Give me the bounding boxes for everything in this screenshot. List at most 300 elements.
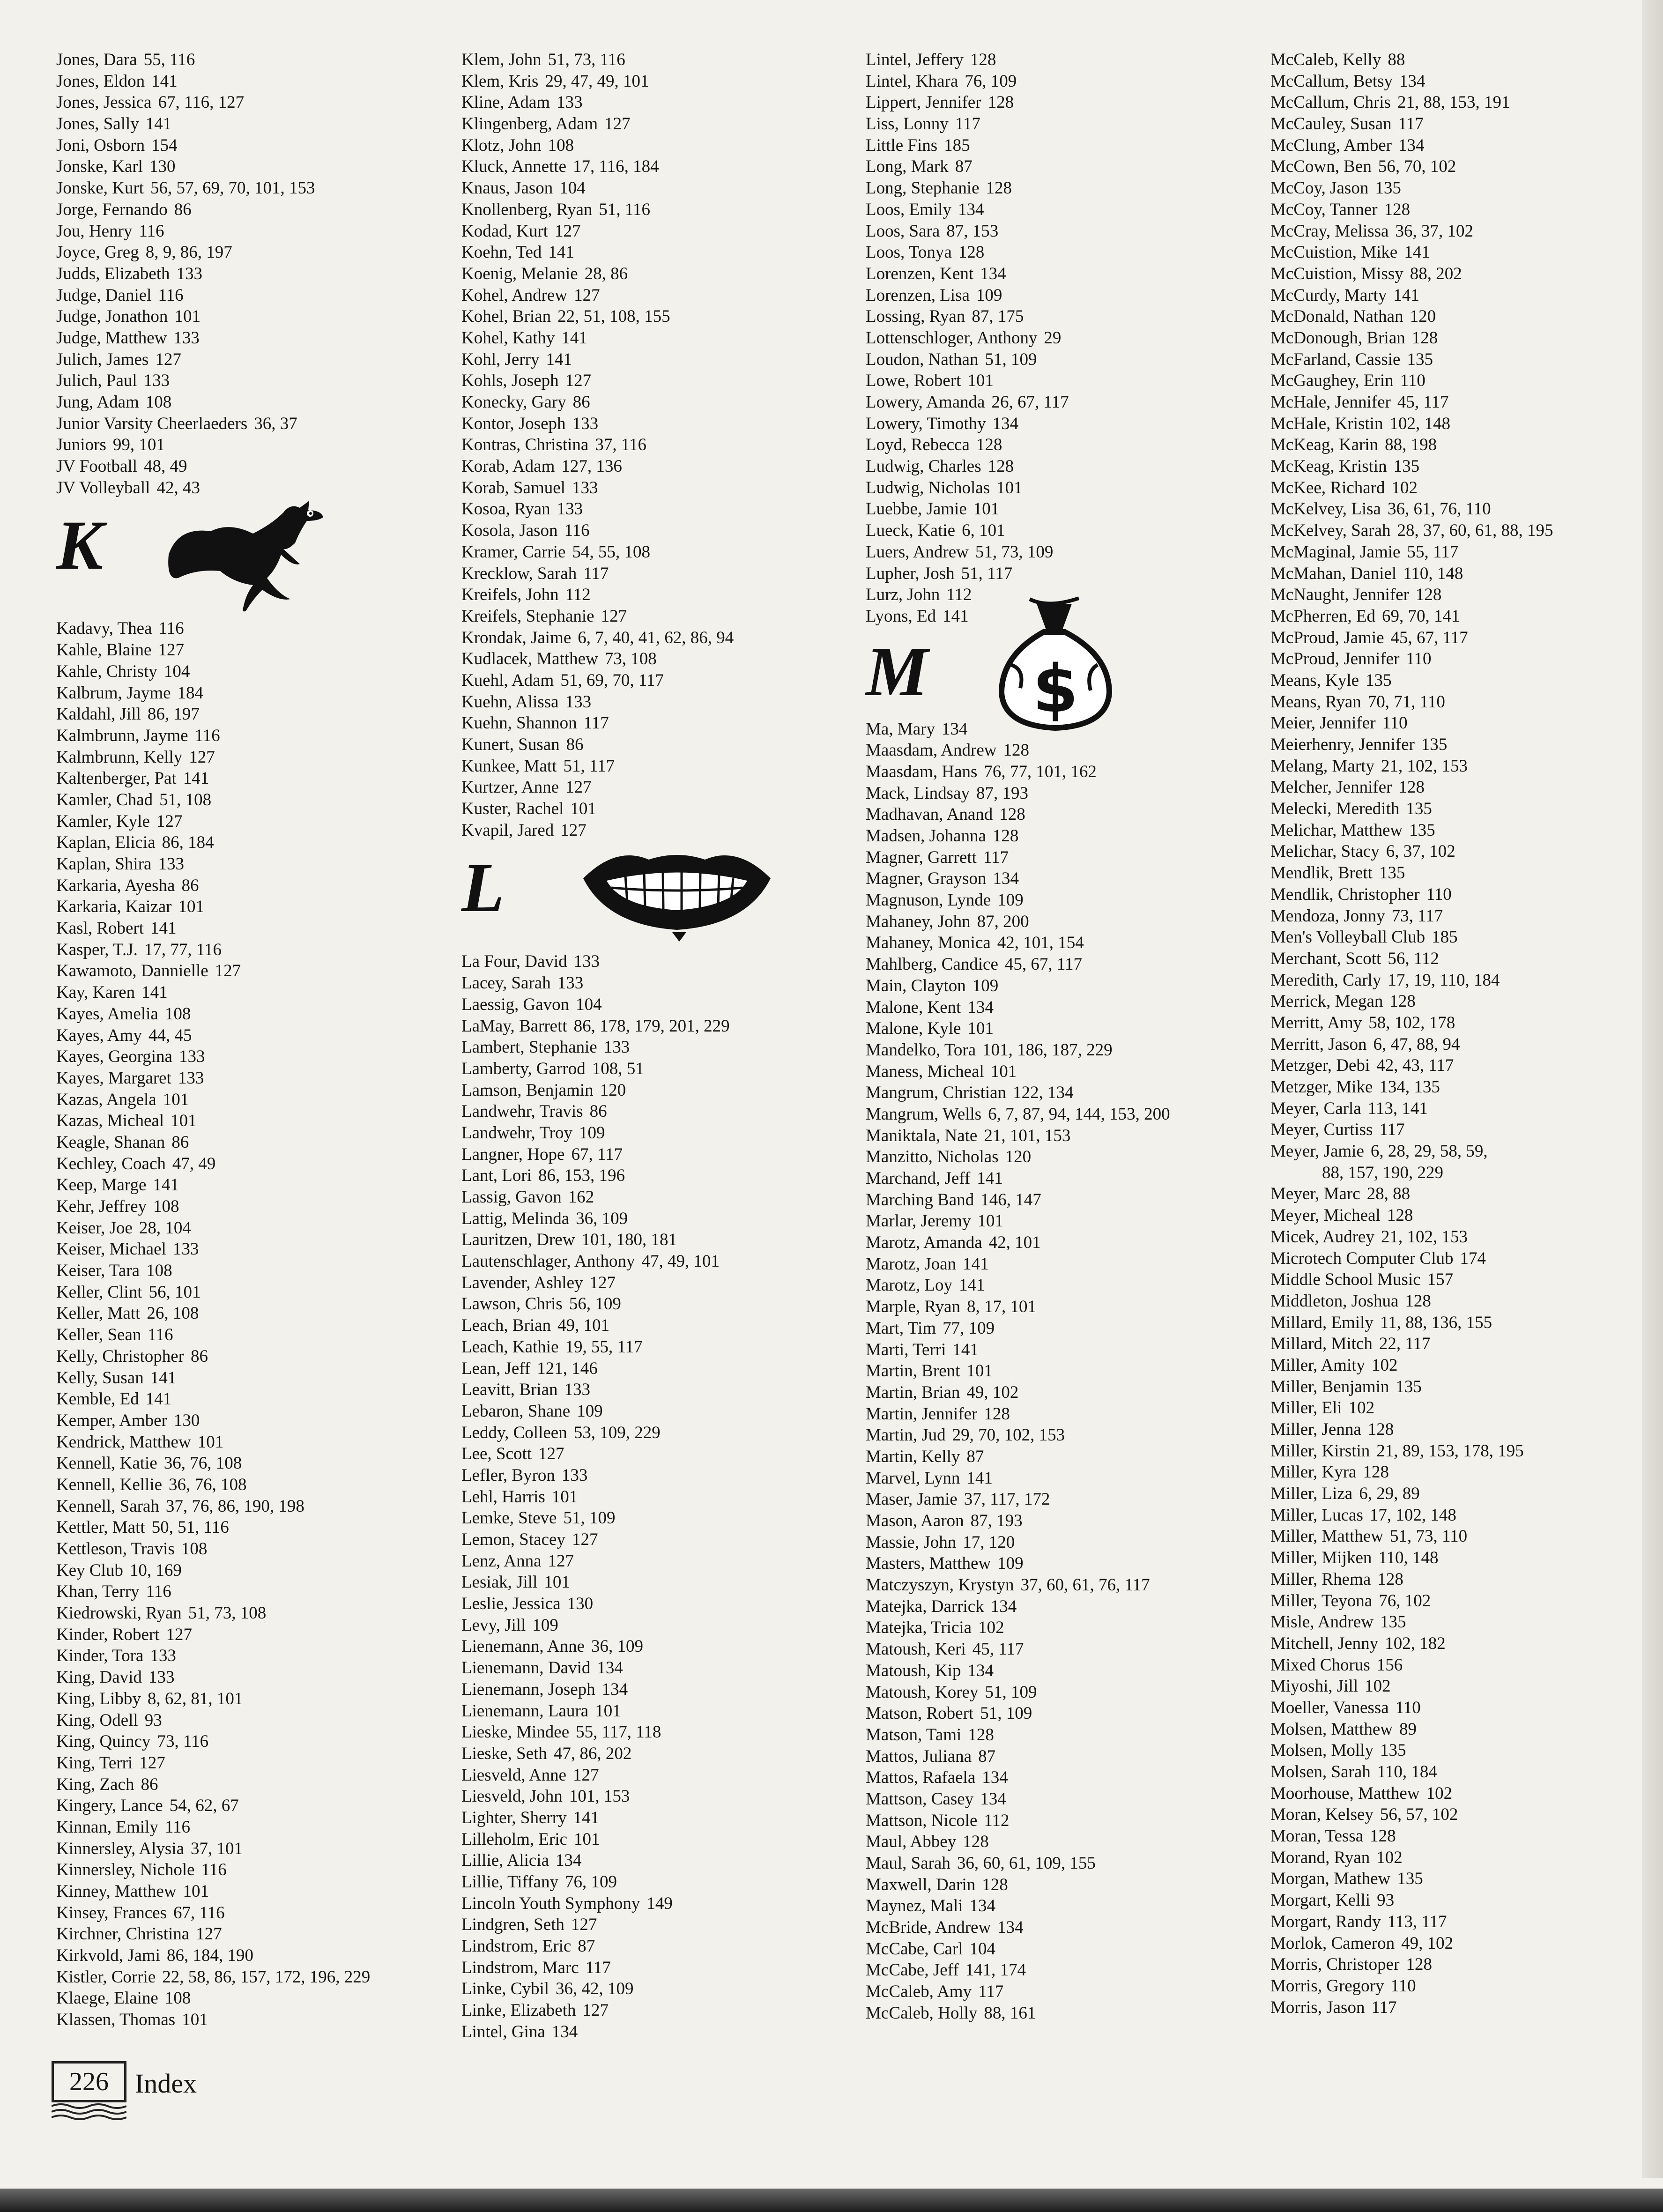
entry-pages: 134, 135 <box>1379 1077 1440 1097</box>
entry-pages: 112 <box>946 585 972 605</box>
entry-pages: 86 <box>181 876 199 895</box>
entry-pages: 133 <box>148 1668 175 1687</box>
index-entry <box>461 477 846 499</box>
entry-name: Marvel, Lynn <box>866 1468 960 1488</box>
entry-pages: 130 <box>149 157 176 177</box>
entry-name: Kawamoto, Dannielle <box>56 961 208 981</box>
entry-pages: 108 <box>164 1989 191 2008</box>
entry-name: Marotz, Amanda <box>866 1233 982 1253</box>
entry-name: McKeag, Kristin <box>1270 457 1387 476</box>
entry-name: Kadavy, Thea <box>56 619 152 638</box>
entry-pages: 127 <box>565 371 592 391</box>
index-entry <box>866 804 1250 825</box>
index-entry <box>56 242 440 263</box>
index-entry <box>56 1688 440 1710</box>
entry-name: JV Football <box>56 457 138 476</box>
entry-name: Means, Kyle <box>1270 670 1359 690</box>
entry-pages: 101 <box>174 307 200 327</box>
index-entry <box>866 1210 1250 1232</box>
entry-name: Mahaney, Monica <box>866 933 991 953</box>
entry-name: Key Club <box>56 1560 123 1580</box>
entry-name: Kreifels, John <box>461 585 559 605</box>
entry-name: Kemper, Amber <box>56 1410 167 1430</box>
index-entry <box>461 1229 846 1251</box>
entry-pages: 45, 67, 117 <box>1390 628 1468 647</box>
entry-name: Magner, Grayson <box>866 869 987 889</box>
index-entry <box>461 1829 846 1850</box>
entry-name: Korab, Adam <box>461 457 555 476</box>
index-entry <box>461 1443 846 1465</box>
entry-name: Miller, Lucas <box>1270 1505 1363 1525</box>
entry-name: McFarland, Cassie <box>1270 349 1401 369</box>
index-entry <box>56 1068 440 1089</box>
entry-pages: 54, 62, 67 <box>169 1796 239 1816</box>
index-entry <box>461 413 846 435</box>
entry-name: Keagle, Shanan <box>56 1132 165 1152</box>
entry-name: Long, Stephanie <box>866 178 980 198</box>
entry-pages: 110, 148 <box>1378 1548 1439 1568</box>
entry-pages: 141 <box>150 1368 177 1388</box>
index-entry <box>866 306 1250 327</box>
entry-name: Lant, Lori <box>461 1166 532 1186</box>
entry-name: Lawson, Chris <box>461 1294 563 1314</box>
entry-name: Marching Band <box>866 1190 974 1210</box>
entry-name: Kelly, Susan <box>56 1368 144 1388</box>
index-entry <box>866 1360 1250 1382</box>
index-entry <box>461 606 846 627</box>
entry-pages: 108, 51 <box>592 1059 644 1078</box>
entry-name: Lupher, Josh <box>866 564 955 583</box>
entry-pages: 128 <box>987 93 1014 112</box>
entry-name: Martin, Jud <box>866 1425 946 1445</box>
entry-pages: 109 <box>997 891 1024 910</box>
entry-pages: 87, 193 <box>976 783 1028 803</box>
entry-pages: 6, 7, 87, 94, 144, 153, 200 <box>988 1104 1170 1124</box>
entry-name: Maser, Jamie <box>866 1490 958 1509</box>
entry-pages: 127 <box>582 2001 609 2020</box>
entry-name: Linke, Elizabeth <box>461 2001 576 2020</box>
entry-name: Morand, Ryan <box>1270 1848 1370 1867</box>
entry-name: Kehr, Jeffrey <box>56 1197 147 1216</box>
entry-name: Moorhouse, Matthew <box>1270 1783 1420 1803</box>
entry-pages: 51, 73, 109 <box>975 542 1054 562</box>
entry-name: Lambert, Stephanie <box>461 1038 597 1057</box>
entry-name: Mahaney, John <box>866 912 971 931</box>
index-entry <box>1270 349 1655 371</box>
index-entry <box>461 1037 846 1058</box>
index-entry <box>56 1774 440 1796</box>
entry-name: Mason, Aaron <box>866 1511 964 1530</box>
index-entry <box>1270 1333 1655 1355</box>
index-entry <box>866 975 1250 997</box>
entry-name: JV Volleyball <box>56 478 150 497</box>
entry-pages: 56, 70, 102 <box>1378 157 1456 177</box>
entry-pages: 141 <box>977 1169 1003 1188</box>
entry-pages: 87 <box>955 157 973 177</box>
entry-pages: 102, 148 <box>1389 414 1450 433</box>
entry-name: Keiser, Tara <box>56 1261 140 1281</box>
entry-pages: 42, 101, 154 <box>997 933 1084 953</box>
entry-name: Jones, Eldon <box>56 71 145 91</box>
entry-pages: 116 <box>158 285 184 305</box>
entry-pages: 6, 7, 40, 41, 62, 86, 94 <box>578 628 734 647</box>
scan-bottom-band <box>0 2189 1663 2212</box>
index-entry <box>56 704 440 725</box>
index-entry <box>56 1967 440 1988</box>
entry-pages: 141 <box>966 1468 993 1488</box>
index-entry <box>866 1425 1250 1446</box>
index-entry <box>56 156 440 178</box>
entry-name: Klotz, John <box>461 135 542 155</box>
entry-pages: 67, 116 <box>173 1903 225 1923</box>
entry-name: Landwehr, Travis <box>461 1102 583 1121</box>
index-entry <box>461 1786 846 1807</box>
entry-pages: 121, 146 <box>537 1358 598 1378</box>
entry-pages: 17, 77, 116 <box>144 940 222 959</box>
index-entry <box>866 1189 1250 1211</box>
entry-pages: 22, 117 <box>1379 1334 1431 1354</box>
entry-pages: 101 <box>967 1019 994 1039</box>
entry-name: Marple, Ryan <box>866 1297 960 1317</box>
entry-name: Lillie, Alicia <box>461 1851 549 1871</box>
entry-name: Kodad, Kurt <box>461 221 548 241</box>
entry-name: Malone, Kyle <box>866 1019 961 1039</box>
entry-pages: 113, 117 <box>1387 1912 1447 1931</box>
index-entry <box>1270 221 1655 242</box>
entry-pages: 51, 108 <box>159 790 212 809</box>
entry-pages: 135 <box>1421 735 1448 754</box>
index-entry <box>866 327 1250 349</box>
entry-name: Kayes, Margaret <box>56 1068 171 1088</box>
entry-pages: 133 <box>565 692 592 712</box>
entry-name: Lillie, Tiffany <box>461 1872 558 1892</box>
index-entry <box>866 932 1250 954</box>
entry-name: Judge, Jonathon <box>56 307 168 327</box>
money-bag-icon <box>992 594 1119 735</box>
index-entry <box>56 768 440 789</box>
entry-pages: 69, 70, 141 <box>1382 606 1460 626</box>
entry-pages: 47, 49, 101 <box>641 1252 720 1271</box>
index-entry <box>461 1615 846 1636</box>
entry-pages: 36, 37 <box>254 414 297 433</box>
entry-name: Kamler, Chad <box>56 790 153 809</box>
entry-name: Lassig, Gavon <box>461 1188 562 1207</box>
entry-pages: 117 <box>1398 114 1424 134</box>
index-entry <box>866 1510 1250 1532</box>
page-number-box <box>52 2061 126 2102</box>
entry-pages: 28, 37, 60, 61, 88, 195 <box>1397 521 1553 541</box>
entry-name: Moeller, Vanessa <box>1270 1698 1389 1717</box>
entry-name: Mattson, Nicole <box>866 1811 978 1830</box>
entry-name: Masters, Matthew <box>866 1554 991 1574</box>
index-entry <box>461 49 846 71</box>
entry-pages: 116 <box>158 619 184 638</box>
index-entry <box>56 896 440 918</box>
index-entry <box>866 242 1250 263</box>
index-entry <box>56 1453 440 1474</box>
entry-name: Junior Varsity Cheerlaeders <box>56 414 248 433</box>
entry-pages: 51, 109 <box>985 1682 1037 1702</box>
index-entry <box>56 1324 440 1346</box>
index-entry <box>56 1859 440 1881</box>
index-entry <box>1270 1740 1655 1761</box>
index-entry <box>866 1446 1250 1468</box>
index-entry <box>1270 1226 1655 1248</box>
entry-name: Marotz, Loy <box>866 1276 952 1295</box>
entry-pages: 88, 157, 190, 229 <box>1322 1163 1443 1182</box>
entry-pages: 101 <box>996 478 1023 497</box>
index-entry <box>461 994 846 1016</box>
index-entry <box>461 520 846 542</box>
index-entry <box>866 1318 1250 1339</box>
entry-pages: 134 <box>969 1896 996 1916</box>
index-entry <box>56 639 440 661</box>
entry-pages: 50, 51, 116 <box>151 1518 229 1537</box>
index-column-1 <box>56 49 440 2031</box>
entry-name: Miller, Amity <box>1270 1355 1366 1375</box>
index-entry <box>56 1346 440 1367</box>
entry-pages: 133 <box>572 478 598 497</box>
entry-name: Lorenzen, Kent <box>866 264 974 283</box>
entry-name: Kahle, Blaine <box>56 640 152 660</box>
entry-pages: 135 <box>1393 457 1420 476</box>
entry-pages: 109 <box>997 1554 1024 1574</box>
index-entry <box>1270 1462 1655 1483</box>
entry-name: McMahan, Daniel <box>1270 564 1397 583</box>
entry-name: Lyons, Ed <box>866 606 936 626</box>
index-entry <box>56 1817 440 1838</box>
index-entry <box>866 1639 1250 1660</box>
entry-name: Keller, Matt <box>56 1304 141 1323</box>
entry-pages: 149 <box>646 1893 673 1913</box>
index-entry <box>866 1082 1250 1104</box>
index-entry <box>1270 477 1655 499</box>
index-entry <box>461 285 846 306</box>
entry-pages: 141 <box>546 349 572 369</box>
entry-name: Ma, Mary <box>866 719 935 739</box>
index-entry <box>56 1795 440 1817</box>
entry-pages: 36, 109 <box>591 1637 644 1656</box>
entry-pages: 37, 76, 86, 190, 198 <box>165 1496 304 1516</box>
entry-pages: 127 <box>156 811 183 831</box>
entry-pages: 36, 76, 108 <box>169 1475 247 1494</box>
index-entry <box>1270 1055 1655 1076</box>
index-entry <box>1270 1248 1655 1269</box>
index-entry <box>56 1303 440 1324</box>
entry-pages: 101 <box>990 1061 1017 1081</box>
entry-pages: 109 <box>577 1401 603 1421</box>
entry-name: Means, Ryan <box>1270 692 1361 712</box>
index-entry <box>461 972 846 994</box>
entry-name: Martin, Brent <box>866 1361 960 1381</box>
letter-section-header <box>56 506 440 618</box>
entry-pages: 135 <box>1380 1741 1406 1760</box>
entry-name: Judge, Matthew <box>56 328 167 348</box>
entry-pages: 86 <box>174 200 192 219</box>
entry-pages: 134 <box>551 2022 578 2041</box>
index-entry <box>461 1144 846 1165</box>
index-entry <box>1270 1826 1655 1847</box>
entry-name: McKelvey, Lisa <box>1270 499 1381 519</box>
index-entry <box>461 1122 846 1144</box>
entry-pages: 101 <box>967 371 994 391</box>
entry-name: Mixed Chorus <box>1270 1655 1370 1675</box>
entry-pages: 56, 101 <box>148 1282 201 1302</box>
index-entry <box>56 1196 440 1217</box>
index-entry <box>866 911 1250 933</box>
index-entry <box>866 1125 1250 1147</box>
entry-pages: 86, 197 <box>147 705 200 724</box>
entry-pages: 88, 202 <box>1410 264 1462 283</box>
entry-name: Lacey, Sarah <box>461 973 551 993</box>
index-entry <box>461 1080 846 1101</box>
entry-name: Krondak, Jaime <box>461 628 572 647</box>
entry-pages: 128 <box>1367 1420 1394 1439</box>
entry-name: Morlok, Cameron <box>1270 1933 1395 1953</box>
index-entry <box>56 1239 440 1260</box>
index-entry <box>1270 1569 1655 1590</box>
entry-name: Koehn, Ted <box>461 243 542 262</box>
entry-name: Miller, Kirstin <box>1270 1441 1370 1461</box>
index-column-3 <box>866 49 1250 2024</box>
entry-name: Metzger, Mike <box>1270 1077 1373 1097</box>
entry-name: Meredith, Carly <box>1270 970 1381 990</box>
index-entry <box>866 1574 1250 1596</box>
index-entry <box>461 691 846 713</box>
entry-name: Koenig, Melanie <box>461 264 578 283</box>
index-entry <box>56 1153 440 1175</box>
entry-name: Kuehl, Adam <box>461 670 554 690</box>
entry-name: McDonough, Brian <box>1270 328 1405 348</box>
index-entry <box>866 1724 1250 1746</box>
entry-pages: 135 <box>1397 1869 1423 1889</box>
entry-name: Lossing, Ryan <box>866 307 965 327</box>
entry-pages: 51, 117 <box>563 756 615 776</box>
entry-name: Long, Mark <box>866 157 949 177</box>
index-entry <box>461 1657 846 1679</box>
entry-pages: 45, 117 <box>1397 393 1449 412</box>
entry-name: McCallum, Betsy <box>1270 71 1393 91</box>
entry-pages: 141 <box>145 1389 172 1409</box>
index-entry <box>461 734 846 756</box>
entry-pages: 37, 60, 61, 76, 117 <box>1020 1575 1150 1595</box>
entry-name: Lieske, Seth <box>461 1744 547 1763</box>
entry-pages: 29, 47, 49, 101 <box>545 71 649 91</box>
entry-pages: 127 <box>155 349 181 369</box>
index-entry <box>1270 1611 1655 1633</box>
entry-name: Millard, Mitch <box>1270 1334 1373 1354</box>
entry-name: Kasper, T.J. <box>56 940 138 959</box>
index-entry <box>56 1410 440 1432</box>
index-entry <box>461 1379 846 1401</box>
entry-name: Mack, Lindsay <box>866 783 970 803</box>
entry-pages: 37, 116 <box>595 435 646 455</box>
entry-name: Meyer, Micheal <box>1270 1206 1381 1225</box>
entry-name: McCurdy, Marty <box>1270 285 1387 305</box>
entry-pages: 56, 57, 102 <box>1380 1805 1458 1825</box>
index-entry <box>461 1850 846 1871</box>
index-entry <box>461 1893 846 1915</box>
entry-name: McCray, Melissa <box>1270 221 1389 241</box>
entry-name: Kalmbrunn, Kelly <box>56 747 183 767</box>
entry-pages: 22, 58, 86, 157, 172, 196, 229 <box>162 1967 371 1987</box>
index-entry <box>56 327 440 349</box>
index-entry <box>56 285 440 306</box>
index-entry <box>461 1636 846 1657</box>
entry-pages: 134 <box>980 1789 1006 1809</box>
entry-pages: 141 <box>952 1340 979 1359</box>
entry-pages: 55, 117, 118 <box>576 1722 661 1742</box>
entry-name: Kennell, Katie <box>56 1454 157 1473</box>
entry-name: McProud, Jamie <box>1270 628 1384 647</box>
index-entry <box>461 178 846 199</box>
entry-pages: 26, 108 <box>147 1304 199 1323</box>
index-entry <box>1270 1440 1655 1462</box>
entry-name: Lattig, Melinda <box>461 1209 570 1228</box>
entry-pages: 127 <box>166 1625 192 1644</box>
entry-name: Mendoza, Jonny <box>1270 906 1385 926</box>
index-entry <box>56 71 440 92</box>
entry-pages: 36, 61, 76, 110 <box>1387 499 1491 519</box>
entry-name: Loudon, Nathan <box>866 349 979 369</box>
index-entry <box>56 832 440 854</box>
index-entry <box>461 2021 846 2043</box>
index-entry <box>866 1960 1250 1981</box>
index-entry <box>866 520 1250 542</box>
entry-pages: 135 <box>1366 670 1392 690</box>
index-entry <box>866 221 1250 242</box>
index-entry <box>461 1551 846 1572</box>
entry-pages: 102 <box>978 1618 1004 1638</box>
index-entry <box>866 135 1250 156</box>
entry-pages: 128 <box>1370 1826 1396 1846</box>
index-entry <box>1270 520 1655 542</box>
index-entry <box>866 847 1250 868</box>
entry-name: Merchant, Scott <box>1270 949 1381 968</box>
index-entry <box>461 156 846 178</box>
index-entry <box>1270 991 1655 1012</box>
entry-name: Miller, Benjamin <box>1270 1377 1389 1396</box>
entry-pages: 110, 148 <box>1403 564 1463 583</box>
index-entry <box>866 1617 1250 1639</box>
entry-pages: 116 <box>164 1817 191 1837</box>
index-entry <box>1270 1804 1655 1826</box>
entry-name: Maul, Sarah <box>866 1854 950 1873</box>
index-entry <box>56 683 440 704</box>
index-entry <box>1270 1847 1655 1869</box>
index-entry <box>56 113 440 135</box>
entry-name: Merritt, Amy <box>1270 1013 1362 1032</box>
entry-name: Molsen, Matthew <box>1270 1719 1393 1739</box>
entry-name: King, Quincy <box>56 1732 151 1752</box>
index-entry <box>1270 948 1655 970</box>
entry-name: Lauritzen, Drew <box>461 1230 575 1250</box>
index-entry <box>56 477 440 499</box>
index-entry <box>461 1700 846 1722</box>
index-entry <box>461 1465 846 1486</box>
letter-section-header <box>866 632 1250 727</box>
entry-name: Mattos, Juliana <box>866 1746 972 1766</box>
index-entry <box>461 92 846 113</box>
index-entry <box>461 542 846 563</box>
entry-name: Kirkvold, Jami <box>56 1946 160 1966</box>
entry-pages: 117 <box>978 1982 1004 2002</box>
entry-name: McCoy, Jason <box>1270 178 1369 198</box>
index-entry <box>461 1251 846 1272</box>
index-entry <box>56 1217 440 1239</box>
entry-pages: 28, 86 <box>584 264 628 283</box>
entry-pages: 109 <box>972 976 999 995</box>
